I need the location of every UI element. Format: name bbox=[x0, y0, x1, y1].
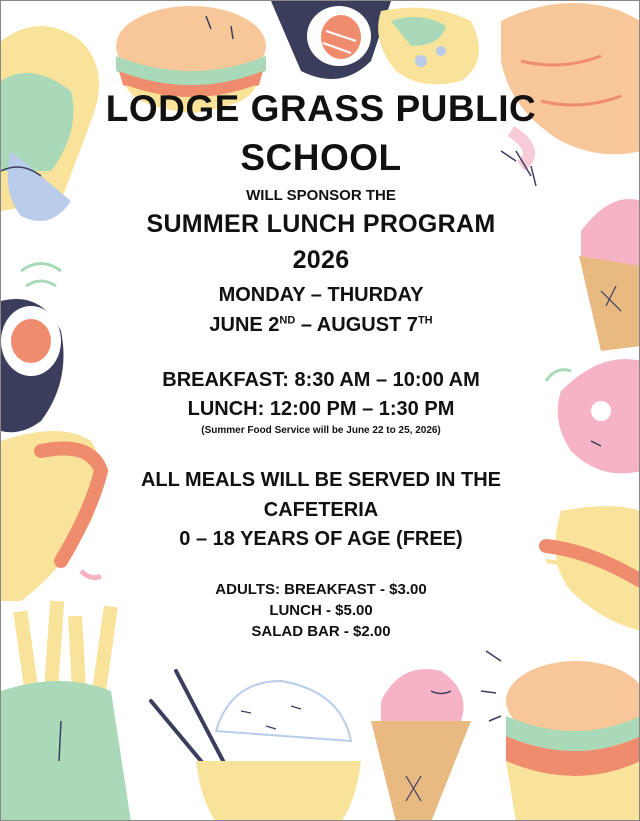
adult-lunch-price: LUNCH - $5.00 bbox=[269, 602, 373, 619]
meals-location-line-2: CAFETERIA bbox=[263, 499, 379, 521]
start-date-suffix: ND bbox=[279, 314, 296, 327]
lunch-time: LUNCH: 12:00 PM – 1:30 PM bbox=[187, 398, 455, 420]
sponsor-text: WILL SPONSOR THE bbox=[246, 187, 396, 204]
burger-icon-bottom bbox=[481, 651, 640, 821]
title-line-1: LODGE GRASS PUBLIC bbox=[105, 88, 537, 129]
adult-breakfast-price: ADULTS: BREAKFAST - $3.00 bbox=[215, 581, 427, 598]
sushi-icon bbox=[271, 1, 391, 79]
ice-cream-cone-icon-bottom bbox=[371, 669, 471, 821]
cookie-icon bbox=[378, 8, 479, 85]
meals-location-line-1: ALL MEALS WILL BE SERVED IN THE bbox=[140, 469, 502, 491]
end-date-suffix: TH bbox=[417, 314, 433, 327]
rice-bowl-icon bbox=[196, 681, 361, 821]
program-dates bbox=[1, 314, 640, 337]
program-title-line-1: SUMMER LUNCH PROGRAM bbox=[146, 210, 496, 238]
service-note: (Summer Food Service will be June 22 to 25, 2026) bbox=[201, 425, 441, 436]
adult-salad-bar-price: SALAD BAR - $2.00 bbox=[251, 623, 391, 640]
program-days: MONDAY – THURDAY bbox=[218, 284, 424, 306]
program-title-line-2: 2026 bbox=[292, 246, 350, 274]
eligible-ages: 0 – 18 YEARS OF AGE (FREE) bbox=[179, 528, 463, 550]
start-date: JUNE 2 bbox=[209, 314, 280, 336]
title-line-2: SCHOOL bbox=[240, 137, 402, 178]
date-separator-end: – AUGUST 7 bbox=[295, 314, 418, 336]
breakfast-time: BREAKFAST: 8:30 AM – 10:00 AM bbox=[162, 369, 480, 391]
